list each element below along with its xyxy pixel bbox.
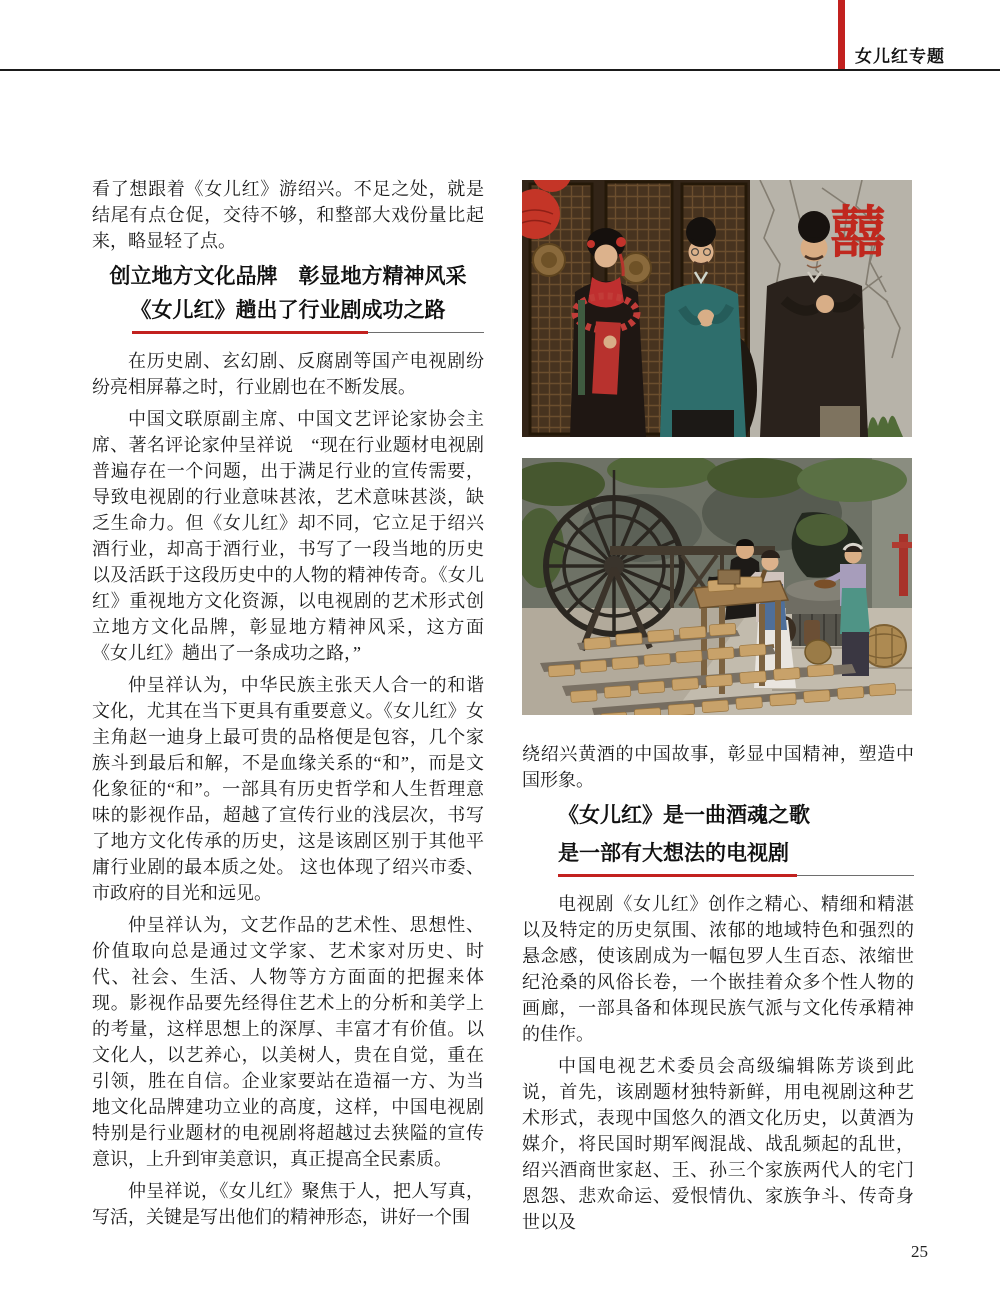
section-heading-line: 是一部有大想法的电视剧 (558, 842, 789, 865)
paragraph: 仲呈祥认为，文艺作品的艺术性、思想性、价值取向总是通过文学家、艺术家对历史、时代、社会、生活、人物等方方面面的把握来体现。影视作品要先经得住艺术上的分析和美学上的考量，这样思想上的深厚、丰富才有价值。以文化人，以艺养心，以美树人，贵在自觉，重在引领，胜在自信。企业家要站在造福一方、为当地文化品牌建功立业的高度，这样，中国电视剧特别是行业题材的电视剧将超越过去狭隘的宣传意识，上升到审美意识，真正提高全民素质。 (92, 915, 484, 1169)
paragraph: 中国文联原副主席、中国文艺评论家协会主席、著名评论家仲呈祥说 “现在行业题材电视剧普遍存在一个问题，出于满足行业的宣传需要，导致电视剧的行业意味甚浓，艺术意味甚淡，缺乏生命力。但《女儿红》却不同，它立足于绍兴酒行业，却高于酒行业，书写了一段当地的历史以及活跃于这段历史中的人物的精神传奇。《女儿红》重视地方文化资源，以电视剧的艺术形式创立地方文化品牌，彰显地方精神风采，这方面《女儿红》趟出了一条成功之路，” (92, 409, 484, 663)
heading-underline-red (558, 874, 797, 877)
section-heading-line: 《女儿红》趟出了行业剧成功之路 (130, 299, 446, 322)
double-happiness-glyph: 囍 (830, 201, 886, 264)
heading-underline-gray (797, 875, 914, 876)
paragraph: 电视剧《女儿红》创作之精心、精细和精湛以及特定的历史氛围、浓郁的地域特色和强烈的悬念感，使该剧成为一幅包罗人生百态、浓缩世纪沧桑的风俗长卷，一个嵌挂着众多个性人物的画廊，一部具备和体现民族气派与文化传承精神的佳作。 (522, 894, 914, 1044)
paragraph: 绕绍兴黄酒的中国故事，彰显中国精神，塑造中国形象。 (522, 744, 914, 790)
photo-waterwheel-scene-art (522, 458, 912, 715)
heading-underline (558, 874, 914, 878)
header-rule (0, 69, 1000, 71)
photo-wedding-scene (522, 180, 914, 437)
header-accent-bar (838, 0, 845, 71)
left-column (92, 176, 484, 1236)
section-heading-line: 《女儿红》是一曲酒魂之歌 (558, 804, 810, 827)
section-heading-line: 创立地方文化品牌 彰显地方精神风采 (109, 265, 467, 288)
page-number: 25 (911, 1242, 928, 1261)
photo-wedding-scene-art (522, 180, 912, 437)
heading-underline-red (132, 331, 368, 334)
topic-label: 女儿红专题 (855, 47, 945, 66)
photo-waterwheel-scene (522, 458, 914, 715)
paragraph: 仲呈祥说，《女儿红》聚焦于人，把人写真，写活，关键是写出他们的精神形态，讲好一个围 (92, 1181, 484, 1227)
heading-underline (132, 331, 484, 335)
paragraph: 中国电视艺术委员会高级编辑陈芳谈到此说，首先，该剧题材独特新鲜，用电视剧这种艺术形式，表现中国悠久的酒文化历史，以黄酒为媒介，将民国时期军阀混战、战乱频起的乱世，绍兴酒商世家赵、王、孙三个家族两代人的宅门恩怨、悲欢命运、爱恨情仇、家族争斗、传奇身世以及 (522, 1056, 914, 1232)
paragraph: 仲呈祥认为，中华民族主张天人合一的和谐文化，尤其在当下更具有重要意义。《女儿红》女主角赵一迪身上最可贵的品格便是包容，几个家族斗到最后和解，不是血缘关系的“和”，而是文化象征的“和”。一部具有历史哲学和人生哲理意味的影视作品，超越了宣传行业的浅层次，书写了地方文化传承的历史，这是该剧区别于其他平庸行业剧的最本质之处。 这也体现了绍兴市委、市政府的目光和远见。 (92, 675, 484, 903)
heading-underline-gray (368, 332, 484, 333)
paragraph: 在历史剧、玄幻剧、反腐剧等国产电视剧纷纷亮相屏幕之时，行业剧也在不断发展。 (92, 351, 484, 397)
right-column (522, 180, 914, 1241)
paragraph: 看了想跟着《女儿红》游绍兴。不足之处，就是结尾有点仓促，交待不够，和整部大戏份量比起来，略显轻了点。 (92, 179, 484, 251)
